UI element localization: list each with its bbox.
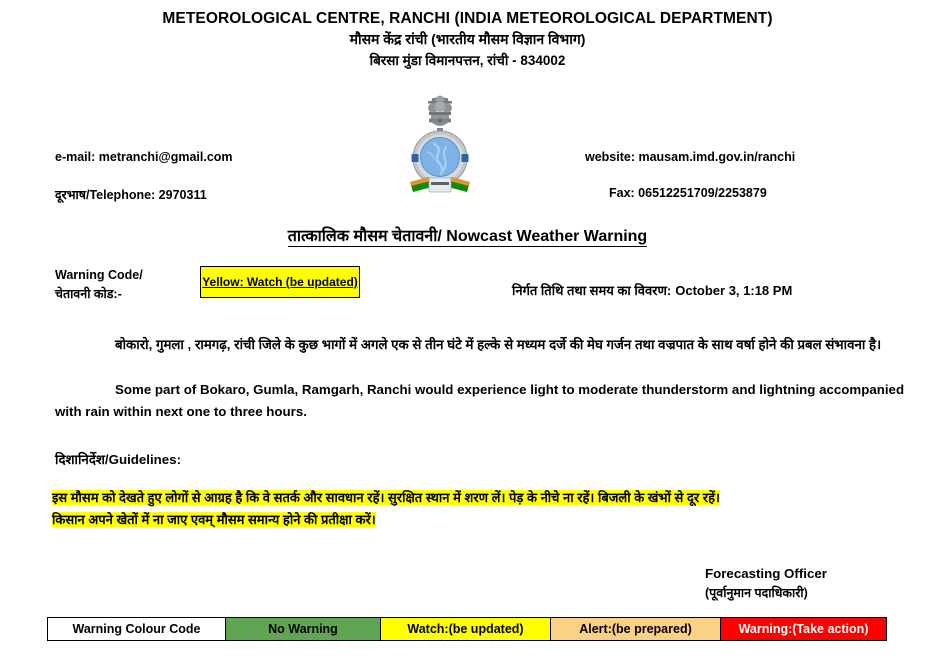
legend-cell-3 (551, 618, 721, 640)
warning-code-label-en: Warning Code/ (55, 268, 143, 282)
imd-emblem (398, 86, 482, 204)
warning-paragraph-english: Some part of Bokaro, Gumla, Ramgarh, Ranchi would experience light to moderate thunderstorm and lightning accompanied with rain within next one to three hours. (55, 382, 905, 419)
legend-cell-4 (721, 618, 886, 640)
email-text: e-mail: metranchi@gmail.com (55, 150, 233, 164)
guidelines-label: दिशानिर्देश/Guidelines: (55, 452, 182, 467)
organisation-name-english: METEOROLOGICAL CENTRE, RANCHI (INDIA METEOROLOGICAL DEPARTMENT) (162, 10, 773, 27)
document-header (0, 0, 935, 70)
guidelines-text-line2: किसान अपने खेतों में ना जाए एवम् मौसम समान्य होने की प्रतीक्षा करें। (52, 512, 376, 528)
warning-code-badge (200, 266, 360, 298)
document-title (0, 224, 935, 246)
guidelines-text-line1: इस मौसम को देखते हुए लोगों से आग्रह है कि वे सतर्क और सावधान रहें। सुरक्षित स्थान में शरण लें। पेड़ के नीचे ना रहें। बिजली के खंभों से दूर रहें। (52, 490, 720, 505)
legend-cell-label: Warning Colour Code (72, 622, 201, 636)
warning-code-label-hi: चेतावनी कोड:- (55, 287, 122, 302)
signature-block (705, 564, 827, 603)
organisation-address: बिरसा मुंडा विमानपत्तन, रांची - 834002 (369, 52, 566, 68)
organisation-name-hindi: मौसम केंद्र रांची (भारतीय मौसम विज्ञान विभाग) (349, 31, 586, 48)
issue-datetime-line (512, 281, 792, 299)
document-title-text: तात्कालिक मौसम चेतावनी/ Nowcast Weather Warning (287, 228, 648, 245)
ashoka-capital-icon (428, 96, 452, 135)
warning-code-label (55, 266, 143, 305)
guidelines-highlight-block (52, 487, 882, 532)
legend-cell-label: Watch:(be updated) (407, 622, 524, 636)
officer-designation-hindi: (पूर्वानुमान पदाधिकारी) (705, 585, 808, 600)
contact-block-left (55, 150, 385, 203)
warning-paragraph-hindi: बोकारो, गुमला , रामगढ़, रांची जिले के कुछ भागों में अगले एक से तीन घंटे में हल्के से मध्यम दर्जे की मेघ गर्जन तथा वज्रपात के साथ वर्षा होने की प्रबल संभावना है। (115, 337, 882, 352)
contact-block-right (585, 150, 915, 200)
legend-cell-label: Alert:(be prepared) (579, 622, 692, 636)
legend-cell-1 (226, 618, 381, 640)
legend-cell-label: Warning:(Take action) (738, 622, 869, 636)
fax-text: Fax: 06512251709/2253879 (609, 186, 767, 200)
legend-cell-label: No Warning (268, 622, 338, 636)
officer-designation-english: Forecasting Officer (705, 566, 827, 581)
website-text: website: mausam.imd.gov.in/ranchi (585, 150, 796, 164)
warning-code-badge-text: Yellow: Watch (be updated) (202, 275, 358, 289)
legend-cell-0 (48, 618, 226, 640)
telephone-text: दूरभाष/Telephone: 2970311 (55, 188, 207, 202)
warning-colour-code-legend (47, 617, 887, 641)
issue-datetime-value: October 3, 1:18 PM (675, 283, 793, 298)
legend-cell-2 (381, 618, 551, 640)
issue-datetime-label: निर्गत तिथि तथा समय का विवरण: (512, 283, 672, 298)
